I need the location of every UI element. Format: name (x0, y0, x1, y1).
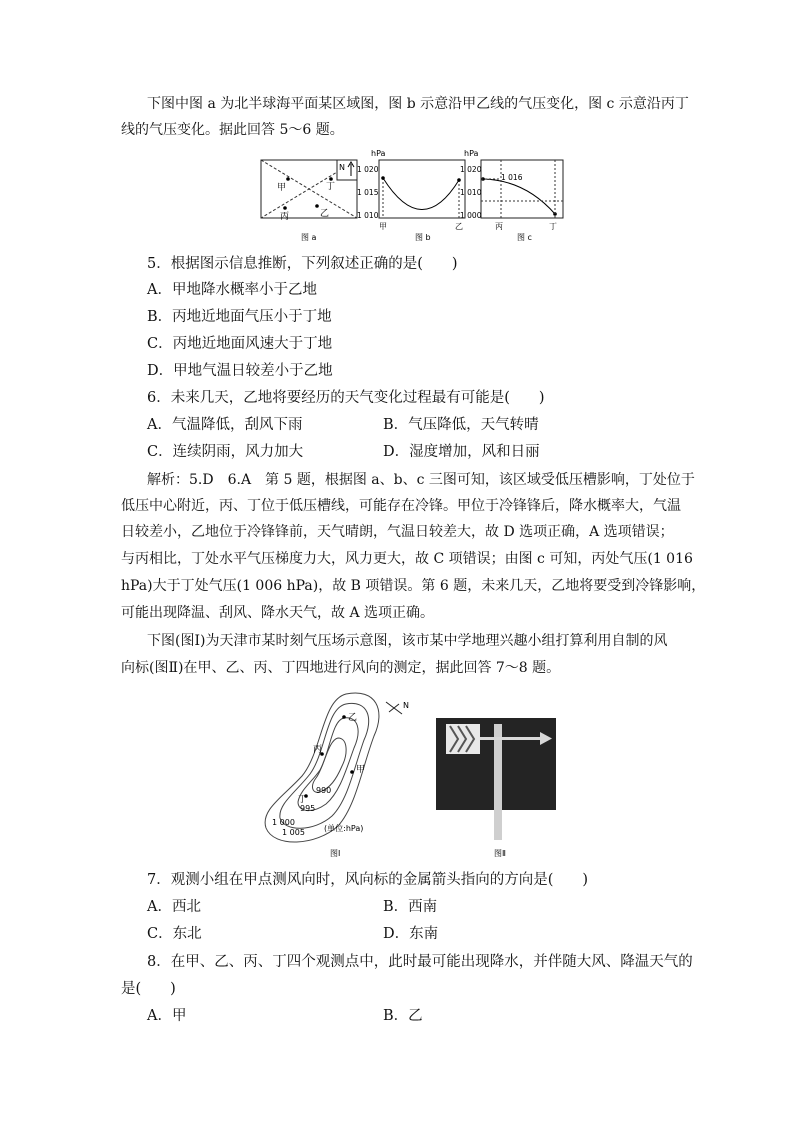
fig-a-label-ding: 丁 (326, 182, 336, 192)
fig-c-tick-1010: 1 010 (460, 188, 482, 197)
q5-option-b[interactable]: B．丙地近地面气压小于丁地 (147, 309, 332, 325)
fig-c-caption: 图 c (517, 233, 532, 242)
fig-i-unit: (单位:hPa) (324, 824, 364, 833)
fig-i-isobar-990: 990 (316, 786, 332, 795)
fig-c-x-ding: 丁 (549, 222, 557, 231)
q7-option-a[interactable]: A．西北 (147, 899, 201, 915)
fig-b-x-jia: 甲 (379, 222, 387, 231)
fig-i-label-bing: 丙 (313, 745, 323, 755)
intro2-line1: 下图(图Ⅰ)为天津市某时刻气压场示意图，该市某中学地理兴趣小组打算利用自制的风 (147, 633, 668, 649)
fig-a-caption: 图 a (301, 233, 317, 242)
figure-abc (255, 148, 567, 246)
analysis-line1: 解析：5.D 6.A 第 5 题，根据图 a、b、c 三图可知，该区域受低压槽影响，丁处位于 (147, 472, 695, 488)
q8-stem-line2: 是( ) (121, 981, 176, 997)
q6-option-a[interactable]: A．气温降低，刮风下雨 (147, 417, 303, 433)
figure-i (258, 688, 418, 860)
q5-option-d[interactable]: D．甲地气温日较差小于乙地 (147, 363, 333, 379)
q5-stem: 5．根据图示信息推断，下列叙述正确的是( ) (147, 256, 458, 272)
fig-c-x-bing: 丙 (495, 222, 503, 231)
q6-option-d[interactable]: D．湿度增加，风和日丽 (383, 444, 540, 460)
fig-i-isobar-1000: 1 000 (272, 818, 295, 827)
q7-option-c[interactable]: C．东北 (147, 926, 202, 942)
q7-stem: 7．观测小组在甲点测风向时，风向标的金属箭头指向的方向是( ) (147, 872, 589, 888)
fig-a-label-jia: 甲 (277, 183, 287, 193)
fig-b-unit: hPa (371, 149, 386, 158)
q7-option-b[interactable]: B．西南 (383, 899, 438, 915)
q6-option-b[interactable]: B．气压降低，天气转晴 (383, 417, 539, 433)
figure-a (261, 160, 357, 242)
figure-ii (436, 718, 556, 860)
fig-i-isobar-1005: 1 005 (282, 828, 305, 837)
fig-a-label-bing: 丙 (280, 212, 290, 222)
fig-i-caption: 图Ⅰ (330, 849, 341, 858)
analysis-line2: 低压中心附近，丙、丁位于低压槽线，可能存在冷锋。甲位于冷锋锋后，降水概率大，气温 (121, 498, 681, 514)
analysis-line3: 日较差小，乙地位于冷锋锋前，天气晴朗，气温日较差大，故 D 选项正确，A 选项错误； (121, 524, 674, 540)
fig-b-caption: 图 b (415, 233, 431, 242)
fig-b-tick-1020: 1 020 (357, 165, 379, 174)
analysis-line4: 与丙相比，丁处水平气压梯度力大，风力更大，故 C 项错误；由图 c 可知，丙处气压(1 016 (121, 551, 693, 567)
fig-i-label-jia: 甲 (356, 765, 366, 775)
figure-b (357, 149, 465, 242)
q5-option-c[interactable]: C．丙地近地面风速大于丁地 (147, 336, 333, 352)
q6-stem: 6．未来几天，乙地将要经历的天气变化过程最有可能是( ) (147, 390, 545, 406)
fig-c-tick-1020: 1 020 (460, 165, 482, 174)
q8-option-b[interactable]: B．乙 (383, 1008, 423, 1024)
intro1-line1: 下图中图 a 为北半球海平面某区域图，图 b 示意沿甲乙线的气压变化，图 c 示意沿丙丁 (147, 96, 689, 112)
fig-i-north-label: N (403, 701, 409, 710)
fig-i-isobar-995: 995 (300, 804, 316, 813)
intro2-line2: 向标(图Ⅱ)在甲、乙、丙、丁四地进行风向的测定，据此回答 7～8 题。 (121, 660, 561, 676)
fig-a-label-yi: 乙 (320, 209, 330, 219)
fig-b-tick-1015: 1 015 (357, 188, 379, 197)
fig-a-north-label: N (339, 163, 345, 172)
intro1-line2: 线的气压变化。据此回答 5～6 题。 (121, 122, 344, 138)
fig-b-x-yi: 乙 (455, 222, 463, 231)
fig-i-label-ding: 丁 (298, 795, 308, 805)
fig-c-tick-1000: 1 000 (460, 211, 482, 220)
fig-ii-caption: 图Ⅱ (494, 849, 506, 858)
figure-c (460, 149, 563, 242)
fig-i-label-yi: 乙 (348, 713, 358, 723)
fig-c-unit: hPa (464, 149, 479, 158)
fig-c-value: 1 016 (501, 173, 523, 182)
analysis-line5: hPa)大于丁处气压(1 006 hPa)，故 B 项错误。第 6 题，未来几天，乙地将要受到冷锋影响， (121, 578, 706, 594)
q8-option-a[interactable]: A．甲 (147, 1008, 187, 1024)
q5-option-a[interactable]: A．甲地降水概率小于乙地 (147, 282, 317, 298)
q7-option-d[interactable]: D．东南 (383, 926, 439, 942)
analysis-line6: 可能出现降温、刮风、降水天气，故 A 选项正确。 (121, 605, 435, 621)
q6-option-c[interactable]: C．连续阴雨，风力加大 (147, 444, 304, 460)
fig-b-tick-1010: 1 010 (357, 211, 379, 220)
q8-stem-line1: 8．在甲、乙、丙、丁四个观测点中，此时最可能出现降水，并伴随大风、降温天气的 (147, 954, 693, 970)
